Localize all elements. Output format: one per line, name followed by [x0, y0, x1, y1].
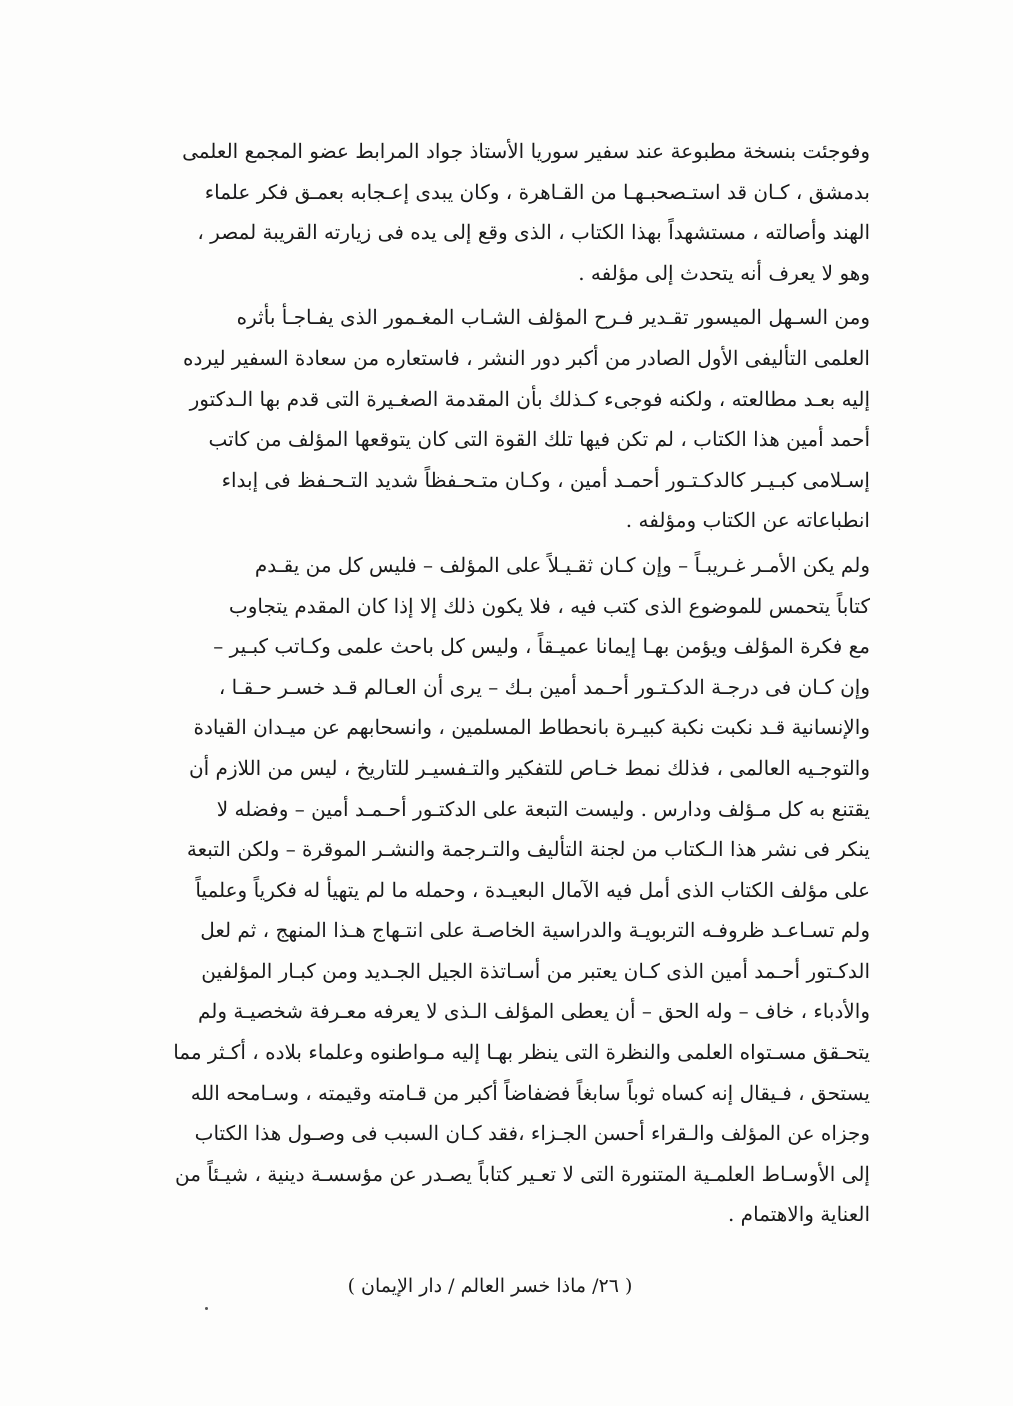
- text-line: والإنسانية قـد نكبت نكبة كبيـرة بانحطاط المسلمين ، وانسحابهم عن ميـدان القيادة: [193, 715, 870, 740]
- text-line: يقتنع به كل مـؤلف ودارس . وليست التبعة على الدكتـور أحـمـد أمين – وفضله لا: [216, 796, 870, 821]
- text-line: أحمد أمين هذا الكتاب ، لم تكن فيها تلك القوة التى كان يتوقعها المؤلف من كاتب: [208, 427, 870, 452]
- text-line: يستحق ، فـيقال إنه كساه ثوباً سابغاً فضفاضاً أكبر من قـامته وقيمته ، وسـامحه الله: [190, 1080, 870, 1105]
- text-line: إلى الأوسـاط العلمـية المتنورة التى لا تعـير كتاباً يصـدر عن مؤسسـة دينية ، شيـئاً من: [175, 1161, 870, 1186]
- text-line: ومن السـهل الميسور تقـدير فـرح المؤلف الشـاب المغـمور الذى يفـاجـأ بأثره: [236, 305, 870, 330]
- ink-speck: [205, 1307, 208, 1310]
- text-line: على مؤلف الكتاب الذى أمل فيه الآمال البعيـدة ، وحمله ما لم يتهيأ له فكرياً وعلمياً: [195, 877, 870, 902]
- text-line: وفوجئت بنسخة مطبوعة عند سفير سوريا الأستاذ جواد المرابط عضو المجمع العلمى: [182, 139, 870, 163]
- text-line: وجزاه عن المؤلف والـقراء أحسن الجـزاء ،فقد كـان السبب فى وصـول هذا الكتاب: [194, 1121, 870, 1146]
- text-line: كتاباً يتحمس للموضوع الذى كتب فيه ، فلا يكون ذلك إلا إذا كان المقدم يتجاوب: [228, 593, 870, 618]
- text-line: الدكـتور أحـمد أمين الذى كـان يعتبر من أسـاتذة الجيل الجـديد ومن كبـار المؤلفين: [201, 958, 870, 983]
- text-line: ولم يكن الأمـر غـريبـاً – وإن كـان ثقـيـلاً على المؤلف – فليس كل من يقـدم: [254, 552, 870, 577]
- text-line: وهو لا يعرف أنه يتحدث إلى مؤلفه .: [578, 260, 870, 285]
- text-line: ينكر فى نشر هذا الـكتاب من لجنة التأليف والتـرجمة والنشـر الموقرة – ولكن التبعة: [186, 837, 870, 862]
- text-line: الهند وأصالته ، مستشهداً بهذا الكتاب ، الذى وقع إلى يده فى زيارته القريبة لمصر ،: [197, 220, 870, 245]
- text-line: يتحـقق مسـتواه العلمى والنظرة التى ينظر بهـا إليه مـواطنوه وعلماء بلاده ، أكـثر مما: [173, 1040, 870, 1065]
- text-line: ولم تسـاعـد ظروفـه التربويـة والدراسية الخاصـة على انتـهاج هـذا المنهج ، ثم لعل: [200, 918, 870, 943]
- text-line: العلمى التأليفى الأول الصادر من أكبر دور النشر ، فاستعاره من سعادة السفير ليرده: [182, 345, 870, 370]
- text-line: والتوجـيه العالمى ، فذلك نمط خـاص للتفكير والتـفسيـر للتاريخ ، ليس من اللازم أن: [188, 755, 870, 780]
- text-line: إسـلامى كبـيـر كالدكـتـور أحمـد أمين ، وكـان متـحـفظاً شديد التـحـفظ فى إبداء: [221, 467, 870, 492]
- text-line: بدمشق ، كـان قد استـصحبـهـا من القـاهرة ، وكان يبدى إعـجابه بعمـق فكر علماء: [204, 179, 870, 204]
- page-footer: ( ٢٦/ ماذا خسر العالم / دار الإيمان ): [347, 1275, 633, 1297]
- text-line: مع فكرة المؤلف ويؤمن بهـا إيمانا عميـقاً ، وليس كل باحث علمى وكـاتب كبـير –: [213, 634, 870, 659]
- text-line: إليه بعـد مطالعته ، ولكنه فوجىء كـذلك بأن المقدمة الصغـيرة التى قدم بها الـدكتور: [189, 386, 870, 411]
- paragraph-1: [152, 131, 870, 293]
- text-line: والأدباء ، خاف – وله الحق – أن يعطى المؤلف الـذى لا يعرفه معـرفة شخصيـة ولم: [197, 999, 870, 1024]
- paragraph-2: [152, 297, 870, 541]
- body-text: [152, 131, 870, 1235]
- paragraph-3: [152, 545, 870, 1235]
- text-line: انطباعاته عن الكتاب ومؤلفه .: [625, 508, 870, 533]
- text-line: العناية والاهتمام .: [727, 1202, 870, 1227]
- text-line: وإن كـان فى درجـة الدكـتـور أحـمد أمين بـك – يرى أن العـالم قـد خسـر حـقـا ،: [218, 674, 870, 699]
